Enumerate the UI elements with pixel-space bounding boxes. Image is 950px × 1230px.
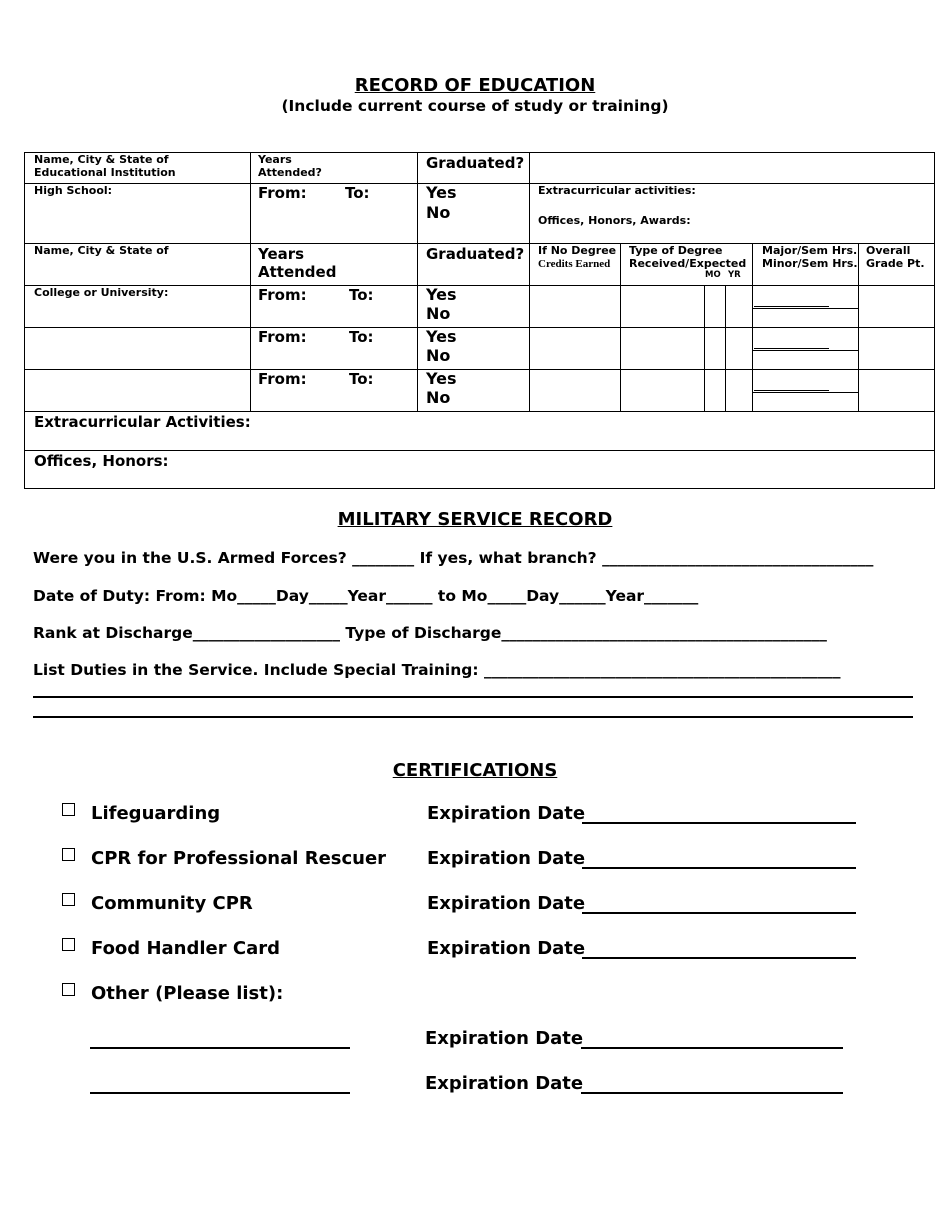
armed-forces-question[interactable]: Were you in the U.S. Armed Forces? ________ If yes, what branch? ___________________________________: [33, 549, 874, 567]
hs-extracurricular-label: Extracurricular activities:: [538, 184, 696, 197]
expiration-date-label: Expiration Date: [427, 803, 586, 824]
cpr-professional-checkbox[interactable]: [62, 848, 75, 861]
college-from-label: From:: [258, 370, 307, 388]
lifeguarding-checkbox[interactable]: [62, 803, 75, 816]
expiration-date-label: Expiration Date: [427, 848, 586, 869]
college-from-label: From:: [258, 286, 307, 304]
college-no-option[interactable]: No: [426, 346, 451, 365]
discharge-line[interactable]: Rank at Discharge___________________ Type of Discharge__________________________________________: [33, 624, 827, 642]
college-no-option[interactable]: No: [426, 304, 451, 323]
college-yes-option[interactable]: Yes: [426, 285, 457, 304]
expiration-date-field[interactable]: [582, 912, 856, 914]
high-school-label: High School:: [34, 184, 113, 197]
hs-to-label: To:: [345, 184, 370, 202]
cpr-professional-label: CPR for Professional Rescuer: [91, 848, 387, 869]
expiration-date-label: Expiration Date: [425, 1073, 584, 1094]
expiration-date-field[interactable]: [582, 822, 856, 824]
expiration-date-label: Expiration Date: [427, 893, 586, 914]
military-title: MILITARY SERVICE RECORD: [337, 509, 613, 530]
years-attended-header: Years Attended?: [258, 153, 322, 179]
other-certification-field[interactable]: [90, 1047, 350, 1049]
college-to-label: To:: [349, 286, 374, 304]
expiration-date-field[interactable]: [582, 957, 856, 959]
duties-blank-line[interactable]: [33, 696, 913, 698]
college-institution-header: Name, City & State of: [34, 244, 169, 257]
education-subtitle: (Include current course of study or training): [281, 97, 669, 115]
college-no-option[interactable]: No: [426, 388, 451, 407]
no-degree-header: If No Degree: [538, 244, 617, 257]
college-label: College or University:: [34, 286, 169, 299]
institution-header: Name, City & State of Educational Institution: [34, 153, 176, 179]
date-of-duty-line[interactable]: Date of Duty: From: Mo_____Day_____Year______ to Mo_____Day______Year_______: [33, 587, 699, 605]
month-header: MO: [705, 270, 721, 280]
certifications-title: CERTIFICATIONS: [392, 760, 558, 781]
year-header: YR: [728, 270, 741, 280]
community-cpr-checkbox[interactable]: [62, 893, 75, 906]
other-checkbox[interactable]: [62, 983, 75, 996]
education-table: [24, 152, 935, 489]
expiration-date-field[interactable]: [581, 1047, 843, 1049]
community-cpr-label: Community CPR: [91, 893, 253, 914]
lifeguarding-label: Lifeguarding: [91, 803, 221, 824]
duties-line[interactable]: List Duties in the Service. Include Special Training: ______________________________________________: [33, 661, 841, 679]
education-title: RECORD OF EDUCATION: [354, 75, 596, 96]
other-label: Other (Please list):: [91, 983, 284, 1004]
college-to-label: To:: [349, 370, 374, 388]
expiration-date-label: Expiration Date: [427, 938, 586, 959]
food-handler-checkbox[interactable]: [62, 938, 75, 951]
college-graduated-header: Graduated?: [426, 245, 525, 263]
degree-type-header: Type of Degree: [629, 244, 723, 257]
overall-header: Overall: [866, 244, 911, 257]
expiration-date-label: Expiration Date: [425, 1028, 584, 1049]
college-yes-option[interactable]: Yes: [426, 369, 457, 388]
food-handler-label: Food Handler Card: [91, 938, 280, 959]
hs-from-label: From:: [258, 184, 307, 202]
major-header: Major/Sem Hrs.: [762, 244, 858, 257]
hs-offices-label: Offices, Honors, Awards:: [538, 214, 691, 227]
received-expected-header: Received/Expected: [629, 257, 747, 270]
college-yes-option[interactable]: Yes: [426, 327, 457, 346]
extracurricular-activities-label: Extracurricular Activities:: [34, 413, 251, 431]
other-certification-field[interactable]: [90, 1092, 350, 1094]
expiration-date-field[interactable]: [582, 867, 856, 869]
grade-point-header: Grade Pt.: [866, 257, 925, 270]
college-years-header: Years Attended: [258, 245, 337, 281]
expiration-date-field[interactable]: [581, 1092, 843, 1094]
credits-earned-header: Credits Earned: [538, 258, 611, 270]
offices-honors-label: Offices, Honors:: [34, 452, 169, 470]
hs-no-option[interactable]: No: [426, 203, 451, 222]
college-from-label: From:: [258, 328, 307, 346]
minor-header: Minor/Sem Hrs.: [762, 257, 858, 270]
graduated-header: Graduated?: [426, 154, 525, 172]
college-to-label: To:: [349, 328, 374, 346]
hs-yes-option[interactable]: Yes: [426, 183, 457, 202]
duties-blank-line[interactable]: [33, 716, 913, 718]
